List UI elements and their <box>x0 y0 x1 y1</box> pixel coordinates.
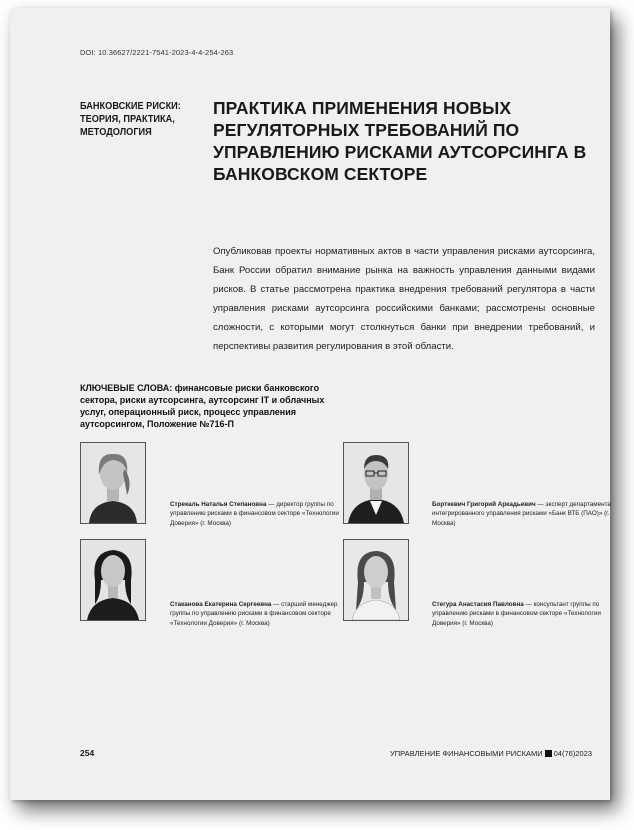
square-separator-icon <box>545 750 552 757</box>
author-name: Борткевич Григорий Аркадьевич <box>432 501 536 508</box>
page-number: 254 <box>80 748 95 758</box>
portrait-woman-icon <box>81 443 145 523</box>
keywords-label: КЛЮЧЕВЫЕ СЛОВА: <box>80 383 173 393</box>
article-title: ПРАКТИКА ПРИМЕНЕНИЯ НОВЫХ РЕГУЛЯТОРНЫХ ТРЕБОВАНИЙ ПО УПРАВЛЕНИЮ РИСКАМИ АУТСОРСИНГА В БАНКОВСКОМ СЕКТОРЕ <box>213 98 587 184</box>
keywords-text: финансовые риски банковского сектора, риски аутсорсинга, аутсорсинг IT и облачных услуг, операционный риск, процесс управления аутсорсингом, Положение №716-П <box>80 383 325 429</box>
journal-name: УПРАВЛЕНИЕ ФИНАНСОВЫМИ РИСКАМИ <box>390 749 543 758</box>
article-abstract: Опубликовав проекты нормативных актов в части управления рисками аутсорсинга, Банк России обратил внимание рынка на важность управления данными видами рисков. В статье рассмотрена практика внедрения требований регулятора в части управления рисками аутсорсинга российскими банками; рассмотрены основные сложности, с которыми могут столкнуться банки при внедрении требований, и перспективы развития регулирования в этой области. <box>213 246 595 352</box>
author-description: — консультант группы по управлению рисками в финансовом секторе «Технологии Доверия» (г. Москва) <box>432 601 601 627</box>
journal-page <box>10 8 610 800</box>
portrait-woman-icon <box>81 540 145 620</box>
author-photo-stakanova <box>80 539 146 621</box>
author-photo-stegura <box>343 539 409 621</box>
author-name: Стаканова Екатерина Сергеевна <box>170 601 272 608</box>
author-info-stegura <box>432 600 612 628</box>
portrait-man-icon <box>344 443 408 523</box>
journal-footer <box>390 749 592 758</box>
author-name: Стрекаль Наталья Степановна <box>170 501 267 508</box>
author-name: Стегура Анастасия Павловна <box>432 601 524 608</box>
section-rubric: БАНКОВСКИЕ РИСКИ: ТЕОРИЯ, ПРАКТИКА, МЕТОДОЛОГИЯ <box>80 101 181 138</box>
journal-issue: 04(76)2023 <box>553 749 592 758</box>
author-info-bortkevich <box>432 500 612 528</box>
author-description: — эксперт департамента интегрированного управления рисками «Банк ВТБ (ПАО)» (г. Москва) <box>432 501 611 527</box>
author-photo-bortkevich <box>343 442 409 524</box>
author-info-strekal <box>170 500 350 528</box>
author-info-stakanova <box>170 600 350 628</box>
doi: DOI: 10.36627/2221-7541-2023-4-4-254-263 <box>80 48 234 57</box>
author-photo-strekal <box>80 442 146 524</box>
portrait-woman-icon <box>344 540 408 620</box>
author-description: — старший менеджер группы по управлению рисками в финансовом секторе «Технологии Доверия» (г. Москва) <box>170 601 338 627</box>
author-description: — директор группы по управлению рисками в финансовом секторе «Технологии Доверия» (г. Москва) <box>170 501 339 527</box>
keywords-block <box>80 382 330 430</box>
